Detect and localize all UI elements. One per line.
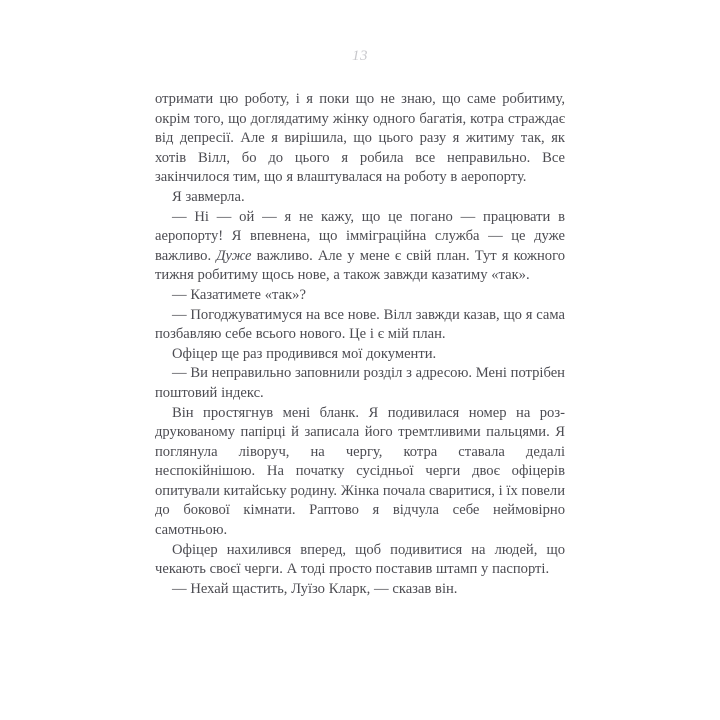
paragraph (155, 188, 565, 208)
paragraph (155, 345, 565, 365)
paragraph (155, 364, 565, 403)
paragraph (155, 541, 565, 580)
paragraph (155, 208, 565, 286)
text-run: важливо. Але у мене є свій план. Тут я кожного тижня робитиму щось нове, а також завжди казатиму «так». (155, 247, 565, 284)
text-run: Офіцер нахилився вперед, щоб подивитися на людей, що чекають своєї черги. А тоді просто поставив штамп у паспорті. (155, 541, 565, 578)
paragraph (155, 306, 565, 345)
text-run: — Нехай щастить, Луїзо Кларк, — сказав він. (172, 580, 458, 597)
text-run: Я завмерла. (172, 188, 245, 205)
paragraph (155, 90, 565, 188)
paragraph (155, 580, 565, 600)
text-run: Він простягнув мені бланк. Я подивилася номер на роздрукованому папірці й записала його тремтливими пальцями. Я поглянула ліворуч, на чергу, котра ставала дедалі неспокійнішою. На початку сусідньої черги двоє офіцерів опитували китайську родину. Жінка почала сваритися, і їх повели до бокової кімнати. Раптово я відчула себе неймовірно самотньою. (155, 404, 565, 539)
paragraph (155, 286, 565, 306)
text-run: отримати цю роботу, і я поки що не знаю, що саме робитиму, окрім того, що доглядатиму жінку одного багатія, котра страждає від депресії. Але я вирішила, що цього разу я житиму так, як хотів Вілл, бо до цього я робила все неправильно. Все закінчилося тим, що я влаштувалася на роботу в аеропорту. (155, 91, 565, 186)
body-text-block (155, 90, 565, 599)
text-run: — Погоджуватимуся на все нове. Вілл завжди казав, що я сама позбавляю себе всього нового. Це і є мій план. (155, 306, 565, 343)
text-run: — Казатимете «так»? (172, 286, 306, 303)
text-run: — Ні — ой — я не кажу, що це погано — працювати в аеропорту! Я впевнена, що імміграційна служба — це дуже важливо. (155, 208, 565, 264)
text-run: Офіцер ще раз продивився мої документи. (172, 345, 437, 362)
emphasis-text: Дуже (216, 247, 252, 264)
paragraph (155, 404, 565, 541)
text-run: — Ви неправильно заповнили розділ з адресою. Мені потрібен поштовий індекс. (155, 365, 565, 401)
page-number: 13 (352, 48, 368, 64)
